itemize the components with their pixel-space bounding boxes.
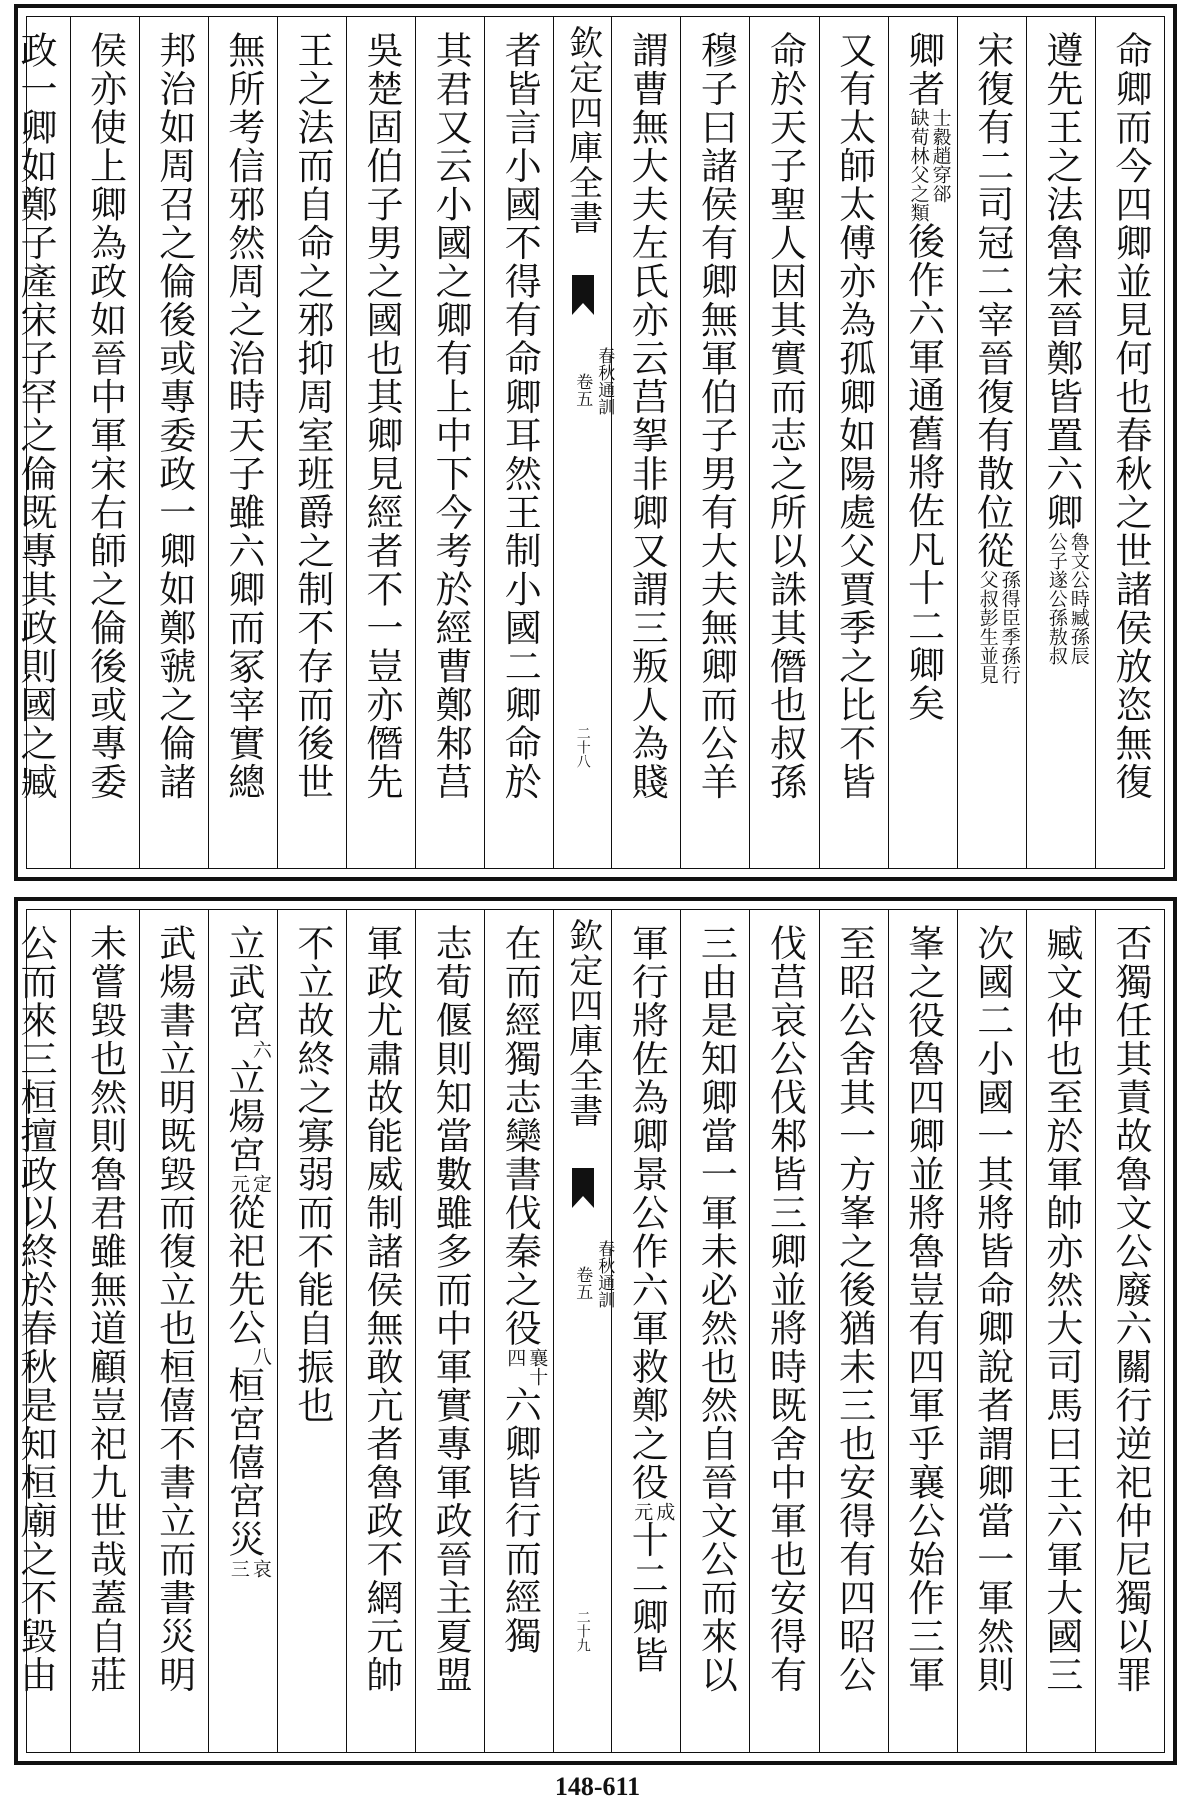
text-column	[617, 924, 675, 1675]
text-column	[6, 924, 64, 1694]
annotation-line: 襄十	[526, 1347, 549, 1386]
column	[484, 17, 553, 868]
column-text: 立武宮	[221, 924, 265, 1040]
annotation	[228, 1174, 272, 1193]
leaf-number: 二十九	[574, 1610, 591, 1652]
column	[888, 17, 957, 868]
annotation	[250, 1347, 272, 1366]
column	[208, 17, 277, 868]
text-column	[352, 924, 410, 1694]
text-column	[617, 31, 675, 801]
column-text: 後作六軍通舊將佐凡十二卿矣	[901, 222, 945, 723]
column-text: 穆子曰諸侯有卿無軍伯子男有大夫無卿而公羊	[694, 31, 738, 801]
column	[680, 17, 749, 868]
top-page-frame	[14, 16, 1165, 869]
column	[208, 910, 277, 1752]
column-text: 志荀偃則知當數雖多而中軍實專軍政晉主夏盟	[429, 924, 473, 1694]
column	[749, 910, 818, 1752]
leaf-number: 二十八	[574, 726, 591, 768]
column-text: 臧文仲也至於軍帥亦然大司馬曰王六軍大國三	[1039, 924, 1083, 1694]
column-text: 政一卿如鄭子產宋子罕之倫既專其政則國之臧	[14, 31, 58, 801]
center-fold	[553, 910, 615, 1752]
column-text: 至昭公舍其一方峯之後猶未三也安得有四昭公	[832, 924, 876, 1694]
column-text: 其君又云小國之卿有上中下今考於經曹鄭邾莒	[429, 31, 473, 801]
text-column	[214, 924, 272, 1578]
text-column	[825, 31, 883, 801]
column-text: 宋復有二司冠二宰晉復有散位從	[970, 31, 1014, 570]
annotation-line: 公子遂公孫敖叔	[1045, 531, 1068, 665]
column	[1026, 910, 1095, 1752]
column	[415, 17, 484, 868]
annotation	[1046, 532, 1090, 665]
column	[484, 910, 553, 1752]
column-text: 立煬宮	[221, 1058, 265, 1174]
fishtail-icon	[572, 1168, 594, 1228]
text-column	[1101, 31, 1159, 801]
fold-volume: 卷五	[572, 373, 593, 407]
annotation-line: 六	[249, 1039, 272, 1059]
text-column	[6, 31, 64, 801]
annotation	[631, 1502, 675, 1521]
column-text: 公而來三桓擅政以終於春秋是知桓廟之不毀由	[14, 924, 58, 1694]
text-column	[283, 31, 341, 801]
annotation-line: 三	[227, 1558, 250, 1578]
column	[346, 17, 415, 868]
text-column	[145, 31, 203, 801]
annotation-line: 成	[653, 1501, 676, 1521]
column-text: 否獨任其責故魯文公廢六關行逆祀仲尼獨以罪	[1108, 924, 1152, 1694]
column-text: 王之法而自命之邪抑周室班爵之制不存而後世	[290, 31, 334, 801]
annotation-line: 魯文公時臧孫辰	[1067, 531, 1090, 665]
text-column	[755, 924, 813, 1694]
text-column	[1032, 31, 1090, 665]
column-text: 不立故終之寡弱而不能自振也	[290, 924, 334, 1425]
text-column	[963, 924, 1021, 1694]
column-text: 軍行將佐為卿景公作六軍救鄭之役	[625, 924, 669, 1502]
column	[957, 910, 1026, 1752]
text-column	[283, 924, 341, 1425]
text-column	[145, 924, 203, 1694]
annotation-line: 八	[249, 1347, 272, 1366]
bottom-page	[14, 897, 1177, 1765]
column	[749, 17, 818, 868]
column-text: 謂曹無大夫左氏亦云莒挐非卿又謂三叛人為賤	[625, 31, 669, 801]
fold-title: 欽定四庫全書	[562, 918, 603, 1128]
column	[1, 17, 70, 868]
text-column	[214, 31, 272, 801]
column-text: 伐莒哀公伐邾皆三卿並將時既舍中軍也安得有	[763, 924, 807, 1694]
column-text: 次國二小國一其將皆命卿說者謂卿當一軍然則	[970, 924, 1014, 1694]
column-text: 未嘗毀也然則魯君雖無道顧豈祀九世哉蓋自莊	[83, 924, 127, 1694]
text-column	[1101, 924, 1159, 1694]
column	[957, 17, 1026, 868]
column	[1, 910, 70, 1752]
column-text: 在而經獨志欒書伐秦之役	[498, 924, 542, 1348]
column-text: 軍政尤肅故能威制諸侯無敢亢者魯政不網元帥	[360, 924, 404, 1694]
annotation-line: 定	[249, 1174, 272, 1193]
column-text: 峯之役魯四卿並將魯豈有四軍乎襄公始作三軍	[901, 924, 945, 1694]
column-text: 無所考信邪然周之治時天子雖六卿而冢宰實總	[221, 31, 265, 801]
text-column	[894, 31, 952, 723]
annotation-line: 父叔彭生並見	[976, 570, 999, 684]
bottom-page-frame	[14, 909, 1165, 1753]
annotation-line: 孫得臣季孫行	[998, 570, 1021, 684]
column	[277, 17, 346, 868]
fishtail-icon	[572, 275, 594, 335]
column-text: 十二卿皆	[625, 1520, 669, 1675]
text-column	[490, 924, 548, 1655]
annotation-line: 元	[227, 1174, 250, 1193]
column	[680, 910, 749, 1752]
annotation	[977, 570, 1021, 684]
column	[70, 17, 139, 868]
column	[139, 910, 208, 1752]
column-text: 侯亦使上卿為政如晉中軍宋右師之倫後或專委	[83, 31, 127, 801]
page-number: 148-611	[554, 1772, 641, 1801]
text-column	[1032, 924, 1090, 1694]
text-column	[490, 31, 548, 801]
column	[346, 910, 415, 1752]
column	[70, 910, 139, 1752]
annotation-line: 缺荀林父之類	[907, 108, 930, 222]
top-page	[14, 4, 1177, 881]
text-column	[755, 31, 813, 801]
column	[1026, 17, 1095, 868]
column-text: 武煬書立明既毀而復立也桓僖不書立而書災明	[152, 924, 196, 1694]
text-column	[421, 31, 479, 801]
column-text: 命卿而今四卿並見何也春秋之世諸侯放恣無復	[1108, 31, 1152, 801]
annotation	[504, 1348, 548, 1386]
text-column	[894, 924, 952, 1694]
column-text: 遵先王之法魯宋晉鄭皆置六卿	[1039, 31, 1083, 532]
fold-title: 欽定四庫全書	[562, 25, 603, 235]
column	[415, 910, 484, 1752]
column	[888, 910, 957, 1752]
annotation-line: 哀	[249, 1558, 272, 1578]
annotation-line: 四	[504, 1347, 527, 1367]
fold-volume: 卷五	[572, 1266, 593, 1300]
column	[139, 17, 208, 868]
text-column	[686, 924, 744, 1694]
annotation-line: 士縠趙穿郤	[929, 108, 952, 203]
fold-book-title: 春秋通訓	[594, 1240, 615, 1308]
bottom-columns	[14, 910, 1164, 1752]
annotation	[250, 1040, 272, 1059]
center-fold	[553, 17, 615, 868]
column-text: 桓宮僖宮災	[221, 1366, 265, 1559]
column	[1095, 910, 1164, 1752]
column-text: 命於天子聖人因其實而志之所以誅其僭也叔孫	[763, 31, 807, 801]
text-column	[76, 31, 134, 801]
annotation	[228, 1559, 272, 1578]
text-column	[963, 31, 1021, 684]
column-text: 者皆言小國不得有命卿耳然王制小國二卿命於	[498, 31, 542, 801]
column	[819, 910, 888, 1752]
text-column	[76, 924, 134, 1694]
column-text: 六卿皆行而經獨	[498, 1385, 542, 1655]
text-column	[421, 924, 479, 1694]
top-columns	[14, 17, 1164, 868]
column-text: 從祀先公	[221, 1193, 265, 1347]
text-column	[352, 31, 410, 801]
annotation-line: 元	[631, 1501, 654, 1521]
column	[611, 910, 680, 1752]
column	[819, 17, 888, 868]
fold-book-title: 春秋通訓	[594, 347, 615, 415]
column-text: 三由是知卿當一軍未必然也然自晉文公而來以	[694, 924, 738, 1694]
column-text: 吳楚固伯子男之國也其卿見經者不一豈亦僭先	[360, 31, 404, 801]
column	[611, 17, 680, 868]
annotation	[908, 108, 952, 222]
column-text: 卿者	[901, 31, 945, 108]
column	[1095, 17, 1164, 868]
column-text: 邦治如周召之倫後或專委政一卿如鄭虢之倫諸	[152, 31, 196, 801]
column-text: 又有太師太傅亦為孤卿如陽處父賈季之比不皆	[832, 31, 876, 801]
column	[277, 910, 346, 1752]
text-column	[825, 924, 883, 1694]
text-column	[686, 31, 744, 801]
